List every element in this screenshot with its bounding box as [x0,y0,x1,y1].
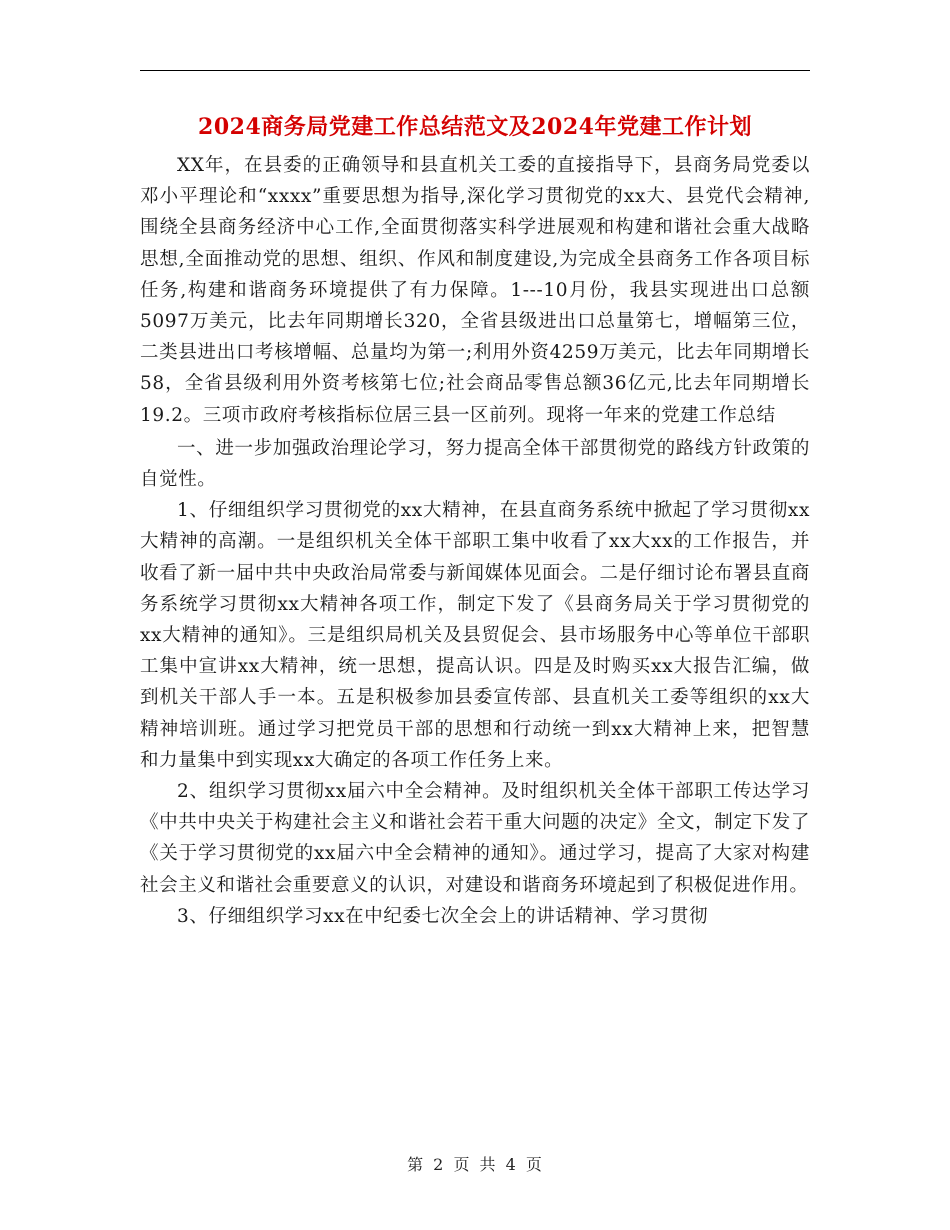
paragraph-item-3: 3、仔细组织学习xx在中纪委七次全会上的讲话精神、学习贯彻 [177,905,709,927]
paragraph-item-1: 1、仔细组织学习贯彻党的xx大精神，在县直商务系统中掀起了学习贯彻xx大精神的高潮。一是组织机关全体干部职工集中收看了xx大xx的工作报告，并收看了新一届中共中央政治局常委与新闻媒体见面会。二是仔细讨论布署县直商务系统学习贯彻xx大精神各项工作，制定下发了《县商务局关于学习贯彻党的xx大精神的通知》。三是组织局机关及县贸促会、县市场服务中心等单位干部职工集中宣讲xx大精神，统一思想，提高认识。四是及时购买xx大报告汇编，做到机关干部人手一本。五是积极参加县委宣传部、县直机关工委等组织的xx大精神培训班。通过学习把党员干部的思想和行动统一到xx大精神上来，把智慧和力量集中到实现xx大确定的各项工作任务上来。 [140,500,810,771]
document-body [140,150,810,932]
paragraph-section-heading: 一、进一步加强政治理论学习，努力提高全体干部贯彻党的路线方针政策的自觉性。 [140,437,810,491]
page-number-footer: 第 2 页 共 4 页 [407,1155,543,1174]
document-title: 2024商务局党建工作总结范文及2024年党建工作计划 [198,114,752,140]
header-rule [140,70,810,71]
paragraph-item-2: 2、组织学习贯彻xx届六中全会精神。及时组织机关全体干部职工传达学习《中共中央关于构建社会主义和谐社会若干重大问题的决定》全文，制定下发了《关于学习贯彻党的xx届六中全会精神的通知》。通过学习，提高了大家对构建社会主义和谐社会重要意义的认识，对建设和谐商务环境起到了积极促进作用。 [140,781,810,896]
paragraph-intro: XX年，在县委的正确领导和县直机关工委的直接指导下，县商务局党委以邓小平理论和“xxxx”重要思想为指导,深化学习贯彻党的xx大、县党代会精神,围绕全县商务经济中心工作,全面贯彻落实科学进展观和构建和谐社会重大战略思想,全面推动党的思想、组织、作风和制度建设,为完成全县商务工作各项目标任务,构建和谐商务环境提供了有力保障。1---10月份，我县实现进出口总额5097万美元，比去年同期增长320，全省县级进出口总量第七，增幅第三位，二类县进出口考核增幅、总量均为第一;利用外资4259万美元，比去年同期增长58，全省县级利用外资考核第七位;社会商品零售总额36亿元,比去年同期增长19.2。三项市政府考核指标位居三县一区前列。现将一年来的党建工作总结 [140,155,810,426]
